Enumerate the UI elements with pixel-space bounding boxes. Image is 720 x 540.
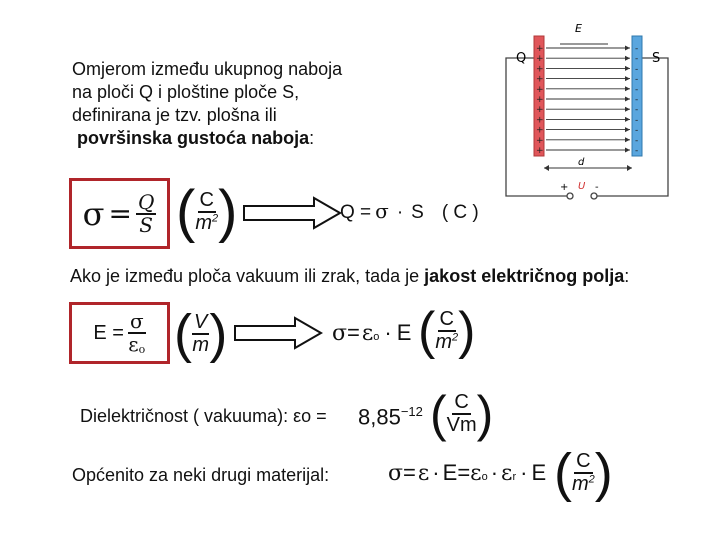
plus-charge: + (536, 84, 544, 95)
field-line-arrowhead (625, 97, 630, 102)
plus-charge: + (536, 125, 544, 136)
intro-line-1: Omjerom između ukupnog naboja (72, 59, 343, 79)
plus-charges (536, 44, 544, 156)
terminal-minus (591, 193, 597, 199)
field-lines (546, 46, 630, 153)
formula-sigma-box (69, 178, 170, 249)
plus-charge: + (536, 54, 544, 65)
distance-label: d (578, 157, 585, 168)
left-plate-label: Q (516, 51, 527, 66)
field-line-arrowhead (625, 76, 630, 81)
term-surface-density: površinska gustoća naboja (77, 128, 310, 148)
intro-line-4: površinska gustoća naboja: (77, 128, 315, 148)
unit-c-per-m2-3: ( $\frac{C}{m^2}$ ) (554, 443, 613, 503)
field-line-arrowhead (625, 137, 630, 142)
term-field-strength: jakost električnog polja (424, 266, 625, 286)
intro-line-2: na ploči Q i ploštine ploče S, (72, 82, 300, 102)
minus-charge: - (635, 64, 639, 75)
fraction-q-over-s: $\frac{Q}{S}$ (137, 189, 155, 237)
formula-sigma-eps0-e: σ = ε o · E (332, 320, 412, 346)
minus-charge: - (635, 105, 639, 116)
field-line-arrowhead (625, 117, 630, 122)
equals-sign: = (108, 197, 132, 230)
unit-c-per-vm: ( $\frac{C}{Vm}$ ) (430, 386, 494, 442)
formula-general: σ = ε · E = ε o · ε r · E (388, 460, 547, 486)
field-line-arrowhead (625, 148, 630, 153)
field-line-arrowhead (625, 56, 630, 61)
plus-charge: + (536, 95, 544, 105)
dielectric-label: Dielektričnost ( vakuuma): εo = (80, 406, 327, 426)
minus-charge: - (635, 74, 639, 85)
dielectric-value: $8,85^{-12}$ (358, 404, 423, 430)
formula-e-box: E = $\frac{\sigma}{\varepsilon o}$ (69, 302, 170, 364)
plus-charge: + (536, 115, 544, 126)
plus-charge: + (536, 146, 544, 156)
general-label: Općenito za neki drugi materijal: (72, 465, 330, 485)
plus-charge: + (536, 74, 544, 85)
formula-q-equals: Q = σ · S ( C ) (340, 199, 479, 223)
field-line-arrowhead (625, 127, 630, 132)
minus-charge: - (635, 44, 639, 54)
sigma-symbol: σ (82, 194, 105, 233)
minus-charge: - (635, 95, 639, 105)
voltage-plus: + (560, 182, 569, 193)
capacitor-diagram (498, 18, 680, 208)
fraction-sigma-over-eps0: $\frac{\sigma}{\varepsilon o}$ (128, 308, 146, 356)
implies-arrow-2 (233, 316, 323, 350)
minus-charge: - (635, 135, 639, 146)
unit-c-per-m2-2: ( $\frac{C}{m^2}$ ) (418, 302, 476, 360)
minus-charge: - (635, 125, 639, 136)
minus-charge: - (635, 84, 639, 95)
field-strength-paragraph: Ako je između ploča vakuum ili zrak, tada je jakost električnog polja: (70, 266, 630, 286)
field-label: E (575, 22, 582, 35)
field-line-arrowhead (625, 46, 630, 51)
field-line-arrowhead (625, 86, 630, 91)
unit-v-per-m: ( $\frac{V}{m}$ ) (174, 304, 228, 364)
minus-charge: - (635, 115, 639, 126)
voltage-minus: - (595, 182, 599, 193)
plus-charge: + (536, 64, 544, 75)
minus-charge: - (635, 146, 639, 156)
intro-line-3: definirana je tzv. plošna ili (72, 105, 277, 125)
voltage-label: U (578, 181, 586, 192)
unit-c-per-m2: ( $\frac{C}{m^2}$ ) (176, 179, 238, 244)
minus-charge: - (635, 54, 639, 65)
terminal-plus (567, 193, 573, 199)
plus-charge: + (536, 135, 544, 146)
right-plate-label: S (652, 51, 661, 66)
implies-arrow-1 (242, 196, 342, 230)
plus-charge: + (536, 44, 544, 54)
plus-charge: + (536, 105, 544, 116)
field-line-arrowhead (625, 66, 630, 71)
field-line-arrowhead (625, 107, 630, 112)
intro-paragraph (72, 58, 412, 150)
minus-charges (635, 44, 638, 156)
